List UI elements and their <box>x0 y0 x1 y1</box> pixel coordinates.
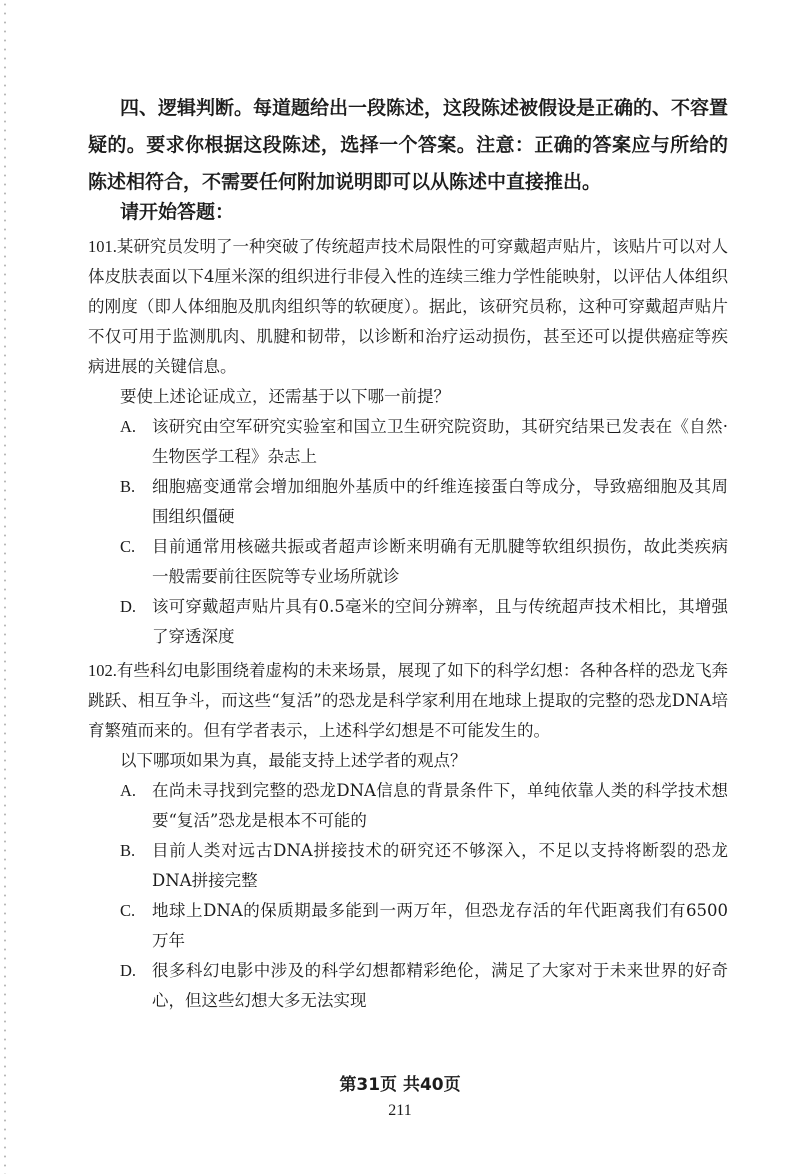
question-prompt: 以下哪项如果为真，最能支持上述学者的观点？ <box>120 751 467 770</box>
question-stem <box>88 232 728 382</box>
question-stem-text: 某研究员发明了一种突破了传统超声技术局限性的可穿戴超声贴片，该贴片可以对人体皮肤表面以下4厘米深的组织进行非侵入性的连续三维力学性能映射，以评估人体组织的刚度（即人体细胞及肌肉组织等的软硬度）。据此，该研究员称，这种可穿戴超声贴片不仅可用于监测肌肉、肌腱和韧带，以诊断和治疗运动损伤，甚至还可以提供癌症等疾病进展的关键信息。 <box>88 237 728 376</box>
question-stem <box>88 656 728 746</box>
question-101 <box>88 232 728 652</box>
option-letter: D. <box>120 961 137 980</box>
option-d[interactable] <box>88 592 728 652</box>
question-102 <box>88 656 728 1016</box>
option-text: 目前人类对远古DNA拼接技术的研究还不够深入，不足以支持将断裂的恐龙DNA拼接完整 <box>152 841 728 890</box>
option-a[interactable] <box>88 776 728 836</box>
option-list <box>88 776 728 1016</box>
option-letter: B. <box>120 841 136 860</box>
start-answering-label: 请开始答题： <box>120 201 235 223</box>
binding-edge-dots <box>2 0 8 1174</box>
option-letter: A. <box>120 781 137 800</box>
option-letter: B. <box>120 477 136 496</box>
option-letter: C. <box>120 901 136 920</box>
option-letter: D. <box>120 597 137 616</box>
option-c[interactable] <box>88 896 728 956</box>
option-b[interactable] <box>88 472 728 532</box>
option-list <box>88 412 728 652</box>
option-text: 在尚未寻找到完整的恐龙DNA信息的背景条件下，单纯依靠人类的科学技术想要“复活”恐龙是根本不可能的 <box>152 781 728 830</box>
option-b[interactable] <box>88 836 728 896</box>
option-text: 很多科幻电影中涉及的科学幻想都精彩绝伦，满足了大家对于未来世界的好奇心，但这些幻想大多无法实现 <box>152 961 728 1010</box>
question-number: 102. <box>88 661 117 680</box>
question-prompt: 要使上述论证成立，还需基于以下哪一前提？ <box>120 387 450 406</box>
section-instructions: 四、逻辑判断。每道题给出一段陈述，这段陈述被假设是正确的、不容置疑的。要求你根据这段陈述，选择一个答案。注意：正确的答案应与所给的陈述相符合，不需要任何附加说明即可以从陈述中直接推出。 <box>88 97 729 193</box>
option-c[interactable] <box>88 532 728 592</box>
option-text: 目前通常用核磁共振或者超声诊断来明确有无肌腱等软组织损伤，故此类疾病一般需要前往医院等专业场所就诊 <box>152 537 728 586</box>
option-text: 细胞癌变通常会增加细胞外基质中的纤维连接蛋白等成分，导致癌细胞及其周围组织僵硬 <box>152 477 728 526</box>
page-number: 211 <box>388 1102 412 1119</box>
option-d[interactable] <box>88 956 728 1016</box>
option-a[interactable] <box>88 412 728 472</box>
option-text: 该研究由空军研究实验室和国立卫生研究院资助，其研究结果已发表在《自然·生物医学工程》杂志上 <box>152 417 728 466</box>
option-text: 地球上DNA的保质期最多能到一两万年，但恐龙存活的年代距离我们有6500万年 <box>152 901 728 950</box>
question-stem-text: 有些科幻电影围绕着虚构的未来场景，展现了如下的科学幻想：各种各样的恐龙飞奔跳跃、相互争斗，而这些“复活”的恐龙是科学家利用在地球上提取的完整的恐龙DNA培育繁殖而来的。但有学者表示，上述科学幻想是不可能发生的。 <box>88 661 728 740</box>
option-letter: C. <box>120 537 136 556</box>
question-number: 101. <box>88 237 117 256</box>
option-text: 该可穿戴超声贴片具有0.5毫米的空间分辨率，且与传统超声技术相比，其增强了穿透深度 <box>152 597 728 646</box>
page-indicator: 第31页 共40页 <box>339 1075 461 1095</box>
option-letter: A. <box>120 417 137 436</box>
